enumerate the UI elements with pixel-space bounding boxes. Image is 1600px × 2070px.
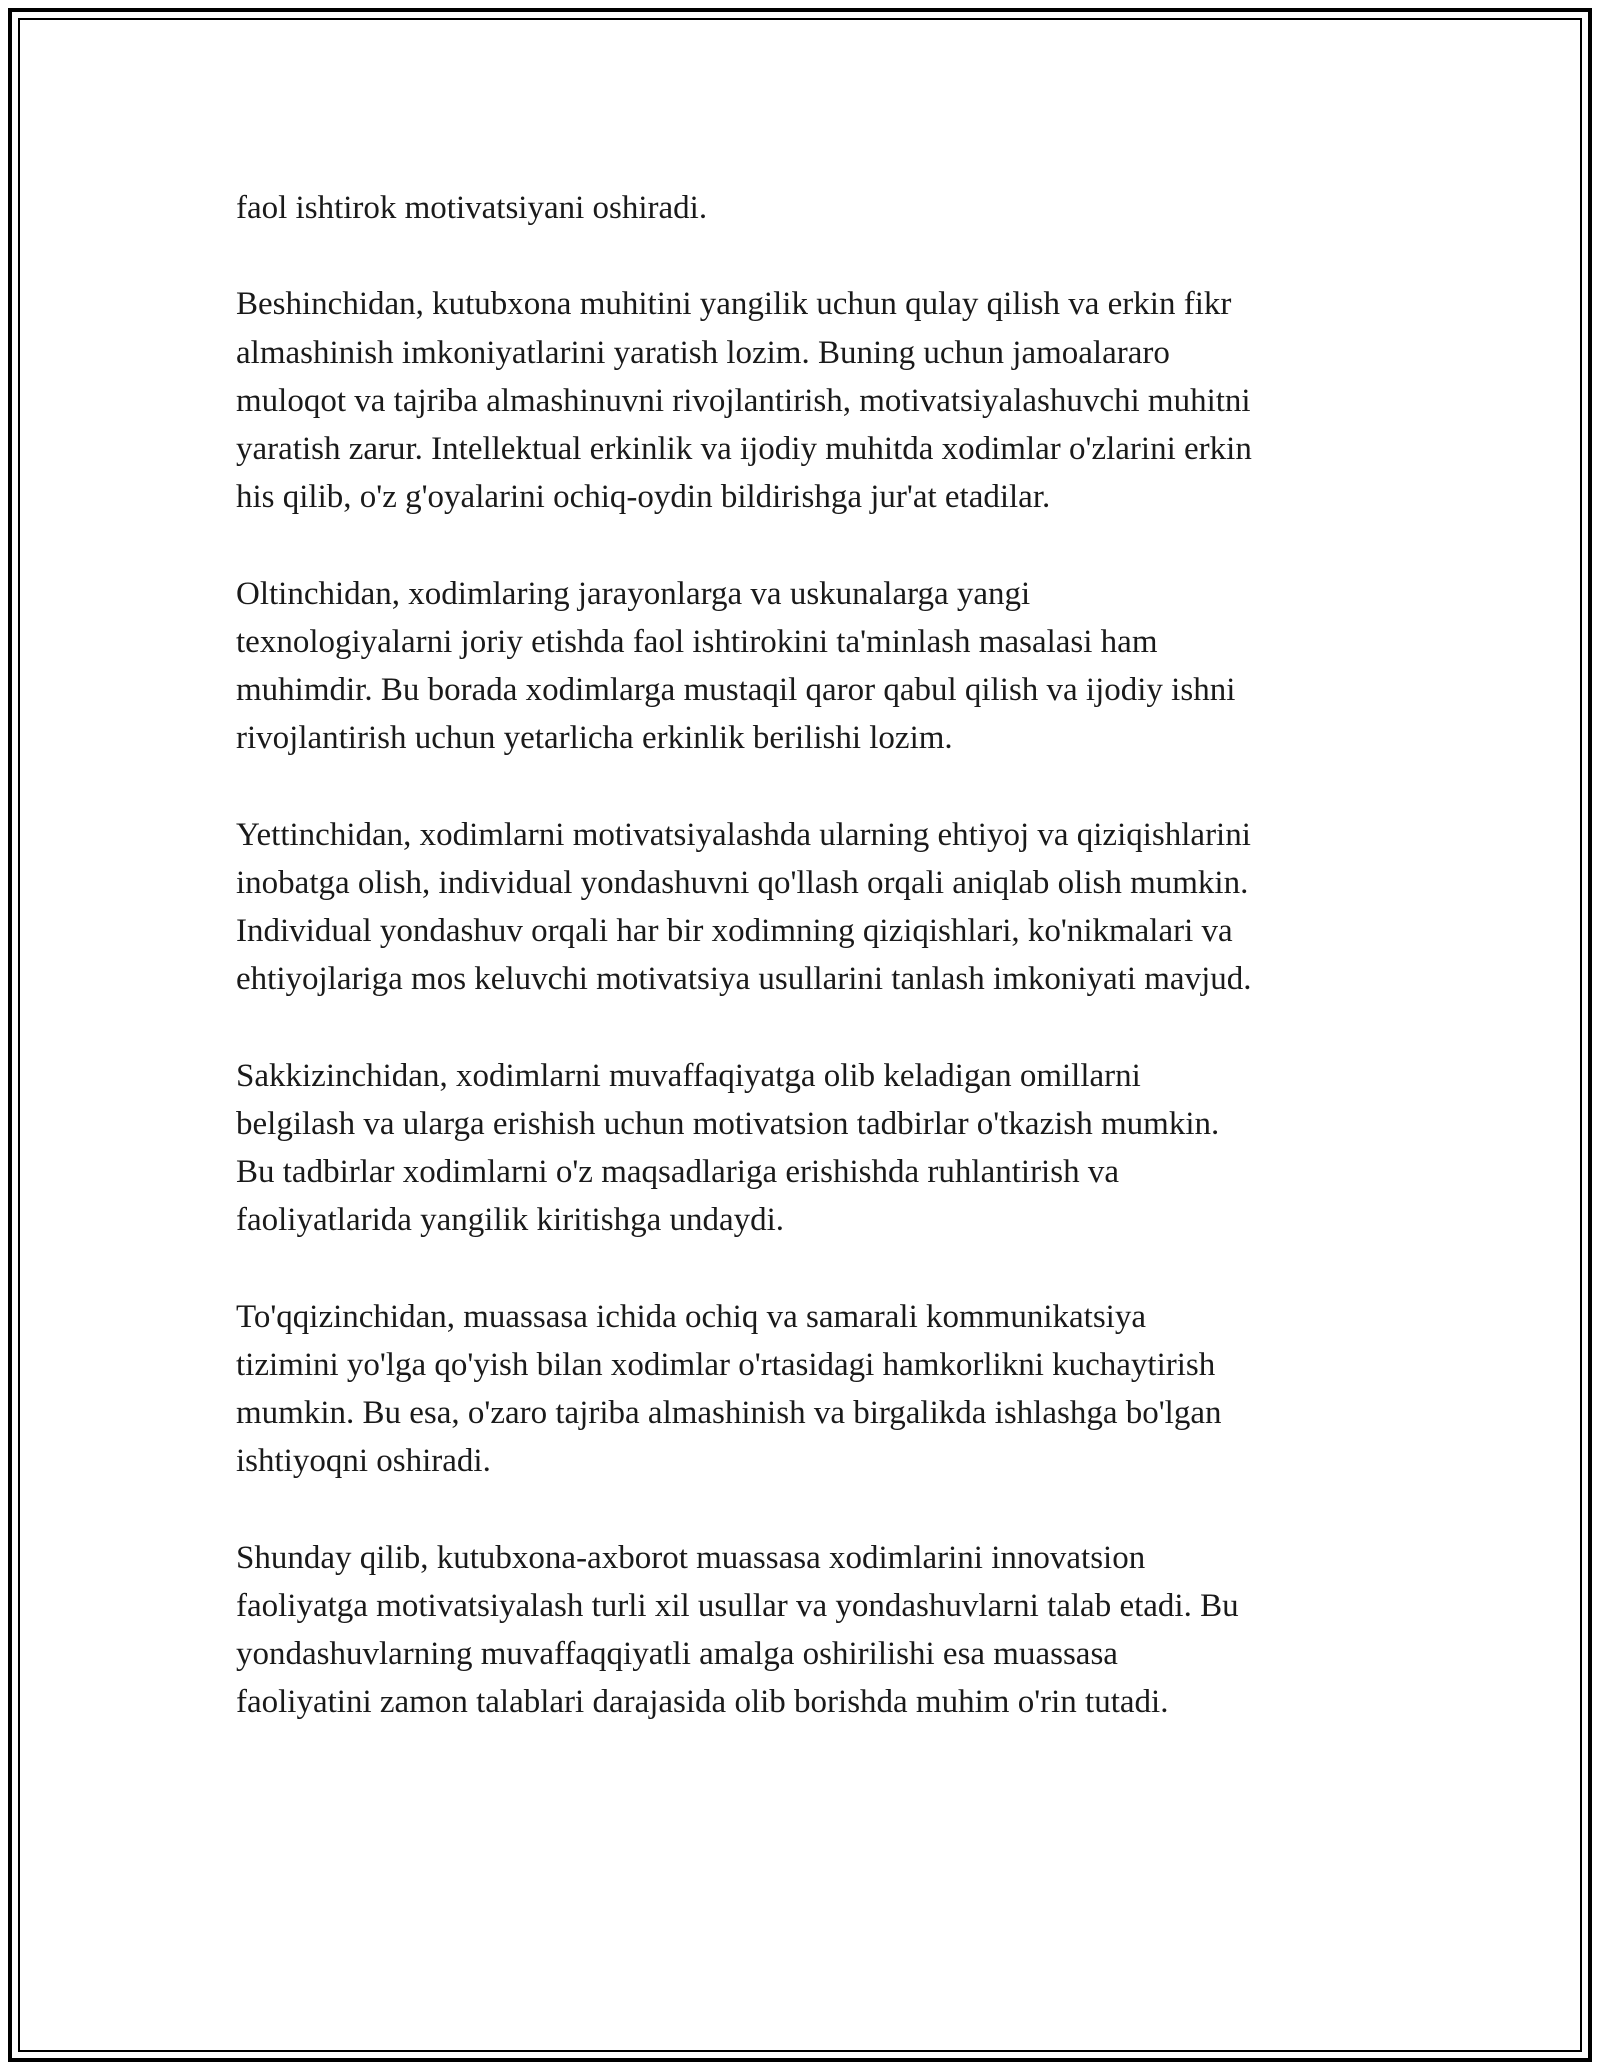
text-line: ehtiyojlariga mos keluvchi motivatsiya usullarini tanlash imkoniyati mavjud. [236,961,1252,998]
paragraph [236,1293,1396,1486]
text-line: rivojlantirish uchun yetarlicha erkinlik berilishi lozim. [236,720,953,757]
text-line: faol ishtirok motivatsiyani oshiradi. [236,190,708,226]
text-line: mumkin. Bu esa, o'zaro tajriba almashinish va birgalikda ishlashga bo'lgan [236,1395,1222,1431]
text-line: To'qqizinchidan, muassasa ichida ochiq va samarali kommunikatsiya [236,1298,1146,1335]
text-line: Oltinchidan, xodimlaring jarayonlarga va uskunalarga yangi [236,575,1031,612]
text-line: muhimdir. Bu borada xodimlarga mustaqil qaror qabul qilish va ijodiy ishni [236,672,1236,708]
paragraph [236,570,1396,763]
text-line: ishtiyoqni oshiradi. [236,1443,491,1480]
text-line: almashinish imkoniyatlarini yaratish lozim. Buning uchun jamoalararo [236,334,1170,371]
text-line: tizimini yo'lga qo'yish bilan xodimlar o'rtasidagi hamkorlikni kuchaytirish [236,1346,1216,1383]
paragraph [236,280,1396,521]
text-line: yaratish zarur. Intellektual erkinlik va ijodiy muhitda xodimlar o'zlarini erkin [236,431,1252,467]
text-line: faoliyatini zamon talablari darajasida olib borishda muhim o'rin tutadi. [236,1684,1169,1721]
text-line: Individual yondashuv orqali har bir xodimning qiziqishlari, ko'nikmalari va [236,913,1233,949]
document-body [236,184,1396,1775]
text-line: texnologiyalarni joriy etishda faol ishtirokini ta'minlash masalasi ham [236,623,1158,660]
text-line: inobatga olish, individual yondashuvni qo'llash orqali aniqlab olish mumkin. [236,864,1249,901]
text-line: Yettinchidan, xodimlarni motivatsiyalashda ularning ehtiyoj va qiziqishlarini [236,816,1251,853]
text-line: Bu tadbirlar xodimlarni o'z maqsadlariga erishishda ruhlantirish va [236,1154,1119,1190]
paragraph [236,811,1396,1004]
text-line: his qilib, o'z g'oyalarini ochiq-oydin bildirishga jur'at etadilar. [236,479,1051,516]
text-line: Beshinchidan, kutubxona muhitini yangilik uchun qulay qilish va erkin fikr [236,286,1232,323]
text-line: muloqot va tajriba almashinuvni rivojlantirish, motivatsiyalashuvchi muhitni [236,382,1251,419]
text-line: Sakkizinchidan, xodimlarni muvaffaqiyatga olib keladigan omillarni [236,1057,1141,1094]
text-line: faoliyatga motivatsiyalash turli xil usullar va yondashuvlarni talab etadi. Bu [236,1587,1239,1624]
paragraph [236,184,1396,232]
text-line: yondashuvlarning muvaffaqqiyatli amalga oshirilishi esa muassasa [236,1636,1118,1672]
text-line: Shunday qilib, kutubxona-axborot muassasa xodimlarini innovatsion [236,1539,1146,1576]
paragraph [236,1052,1396,1245]
text-line: belgilash va ularga erishish uchun motivatsion tadbirlar o'tkazish mumkin. [236,1105,1220,1142]
text-line: faoliyatlarida yangilik kiritishga undaydi. [236,1202,785,1239]
paragraph [236,1534,1396,1727]
